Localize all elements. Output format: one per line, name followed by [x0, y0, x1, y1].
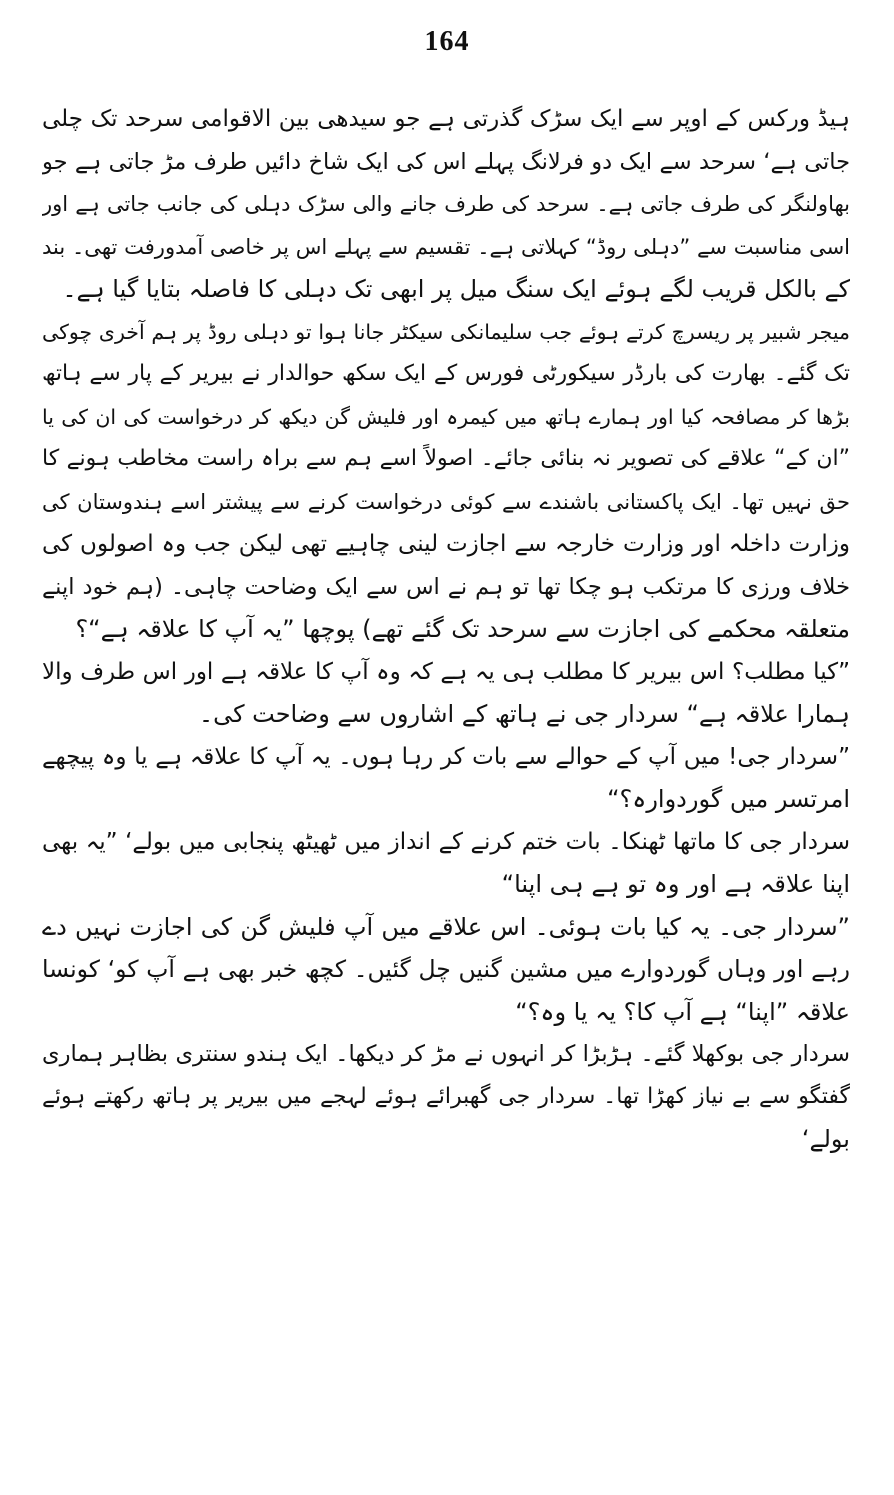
text-line: تک گئے۔ بھارت کی بارڈر سیکورٹی فورس کے ایک سکھ حوالدار نے بیریر کے پار سے ہاتھ	[42, 361, 850, 386]
text-line: کے بالکل قریب لگے ہوئے ایک سنگ میل پر ابھی تک دہلی کا فاصلہ بتایا گیا ہے۔	[62, 275, 850, 303]
text-line: میجر شبیر پر ریسرچ کرتے ہوئے جب سلیمانکی سیکٹر جانا ہوا تو دہلی روڈ پر ہم آخری چوکی	[42, 319, 850, 344]
text-line: متعلقہ محکمے کی اجازت سے سرحد تک گئے تھے) پوچھا ”یہ آپ کا علاقہ ہے“؟	[75, 615, 850, 643]
body-text	[42, 98, 850, 1161]
text-line: خلاف ورزی کا مرتکب ہو چکا تھا تو ہم نے اس سے ایک وضاحت چاہی۔ (ہم خود اپنے	[42, 573, 850, 600]
text-line: ”ان کے“ علاقے کی تصویر نہ بنائی جائے۔ اصولاً اسے ہم سے براہ راست مخاطب ہونے کا	[42, 446, 850, 471]
text-line: جاتی ہے‘ سرحد سے ایک دو فرلانگ پہلے اس کی ایک شاخ دائیں طرف مڑ جاتی ہے جو	[42, 148, 850, 175]
text-line: رہے اور وہاں گوردوارے میں مشین گنیں چل گئیں۔ کچھ خبر بھی ہے آپ کو‘ کونسا	[42, 955, 850, 983]
text-line: سردار جی کا ماتھا ٹھنکا۔ بات ختم کرنے کے انداز میں ٹھیٹھ پنجابی میں بولے‘ ”یہ بھی	[42, 828, 850, 855]
text-line: ”سردار جی۔ یہ کیا بات ہوئی۔ اس علاقے میں آپ فلیش گن کی اجازت نہیں دے	[42, 912, 850, 941]
page-number: 164	[424, 26, 470, 57]
text-line: امرتسر میں گوردوارہ؟“	[607, 785, 850, 813]
text-line: بولے‘	[801, 1125, 850, 1153]
text-line: گفتگو سے بے نیاز کھڑا تھا۔ سردار جی گھبرائے ہوئے لہجے میں بیریر پر ہاتھ رکھتے ہوئے	[42, 1083, 850, 1109]
text-line: علاقہ ”اپنا“ ہے آپ کا؟ یہ یا وہ؟“	[515, 997, 850, 1026]
text-line: ”سردار جی! میں آپ کے حوالے سے بات کر رہا ہوں۔ یہ آپ کا علاقہ ہے یا وہ پیچھے	[42, 743, 850, 770]
text-line: اپنا علاقہ ہے اور وہ تو ہے ہی اپنا“	[501, 870, 850, 898]
text-line: بھاولنگر کی طرف جاتی ہے۔ سرحد کی طرف جانے والی سڑک دہلی کی جانب جاتی ہے اور	[42, 192, 850, 216]
text-line: ہیڈ ورکس کے اوپر سے ایک سڑک گذرتی ہے جو سیدھی بین الاقوامی سرحد تک چلی	[42, 106, 850, 132]
text-line: اسی مناسبت سے ”دہلی روڈ“ کہلاتی ہے۔ تقسیم سے پہلے اس پر خاصی آمدورفت تھی۔ بند	[42, 234, 850, 259]
text-line: وزارت داخلہ اور وزارت خارجہ سے اجازت لینی چاہیے تھی لیکن جب وہ اصولوں کی	[42, 531, 850, 557]
text-line: حق نہیں تھا۔ ایک پاکستانی باشندے سے کوئی درخواست کرنے سے پیشتر اسے ہندوستان کی	[42, 489, 850, 514]
text-line: بڑھا کر مصافحہ کیا اور ہمارے ہاتھ میں کیمرہ اور فلیش گن دیکھ کر درخواست کی ان کی یا	[42, 404, 850, 429]
text-line: سردار جی بوکھلا گئے۔ ہڑبڑا کر انہوں نے مڑ کر دیکھا۔ ایک ہندو سنتری بظاہر ہماری	[42, 1041, 850, 1067]
text-line: ”کیا مطلب؟ اس بیریر کا مطلب ہی یہ ہے کہ وہ آپ کا علاقہ ہے اور اس طرف والا	[42, 658, 850, 685]
text-line: ہمارا علاقہ ہے“ سردار جی نے ہاتھ کے اشاروں سے وضاحت کی۔	[199, 700, 850, 728]
